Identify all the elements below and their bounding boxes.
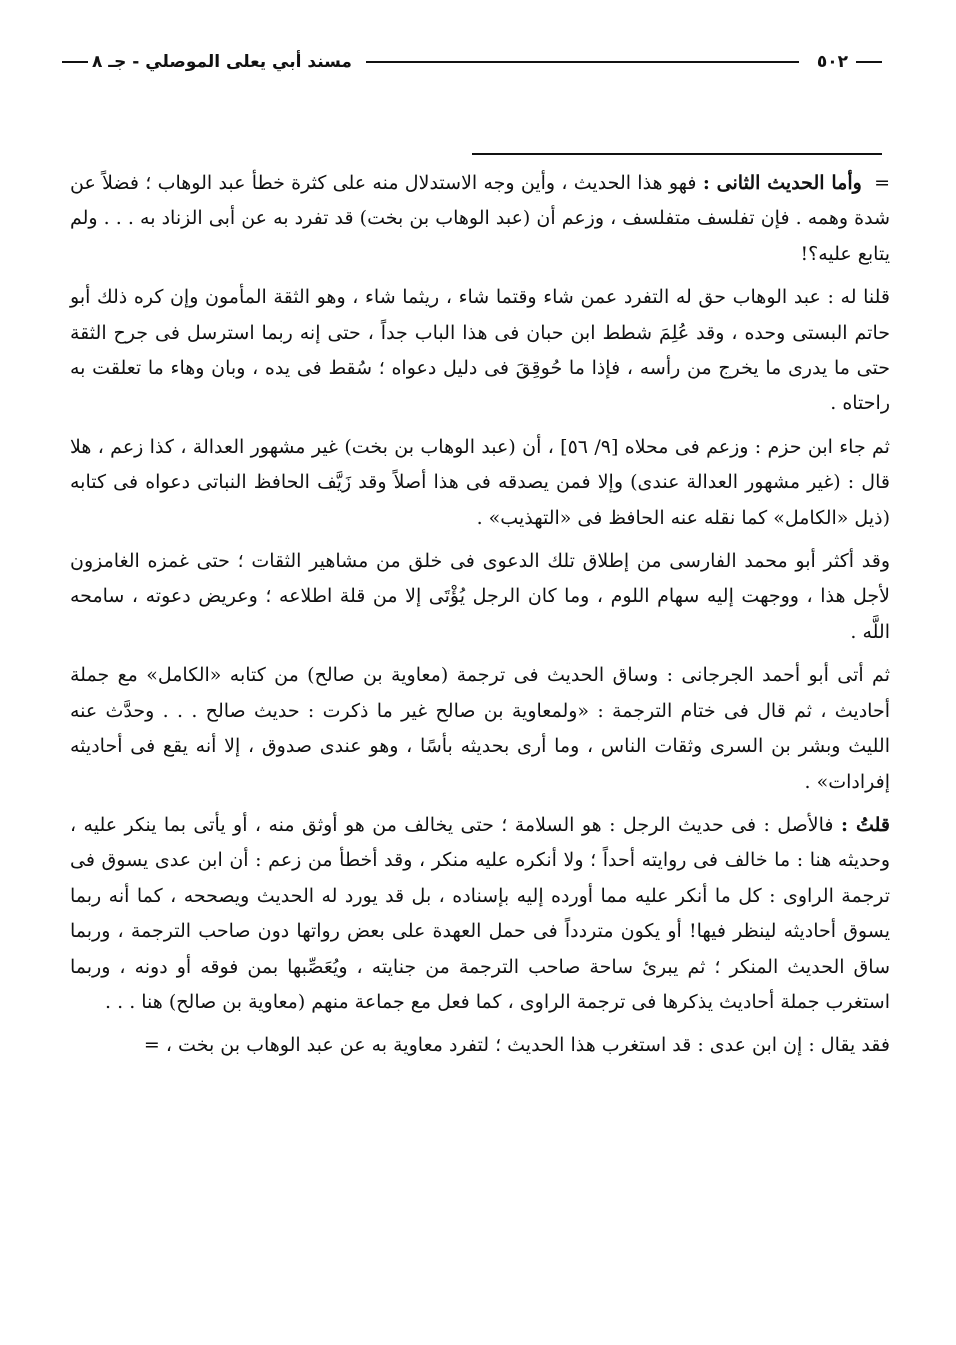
- paragraph: [70, 430, 890, 536]
- page-header: [62, 44, 882, 80]
- paragraph-text: ثم أتى أبو أحمد الجرجانى : وساق الحديث فى ترجمة (معاوية بن صالح) من كتابه «الكامل» مع جملة أحاديث ، ثم قال فى ختام الترجمة : «ولمعاوية بن صالح غير ما ذكرت : حديث صالح . . . وحدَّث عنه الليث وبشر بن السرى وثقات الناس ، وما أرى بحديثه بأسًا ، وهو عندى صدوق ، إلا أنه يقع فى أحاديثه إفرادات» .: [70, 664, 890, 793]
- paragraph: [70, 544, 890, 650]
- footnote-separator: [472, 153, 882, 155]
- paragraph: [70, 280, 890, 422]
- page-number: ٥٠٢: [816, 52, 848, 72]
- paragraph: [70, 658, 890, 800]
- continuation-mark: =: [874, 172, 891, 194]
- paragraph: [70, 166, 890, 272]
- paragraph-text: ثم جاء ابن حزم : وزعم فى محلاه [٩/ ٥٦] ، أن (عبد الوهاب بن بخت) غير مشهور العدالة ، كذا زعم ، هلا قال : (غير مشهور العدالة عندى) وإلا فمن يصدقه فى هذا أصلاً وقد زَيَّف الحافظ النباتى دعواه فى كتابه (ذيل «الكامل» كما نقله عنه الحافظ فى «التهذيب» .: [70, 435, 890, 529]
- paragraph-text: فهو هذا الحديث ، وأين وجه الاستدلال منه على كثرة خطأ عبد الوهاب ؛ فضلاً عن شدة وهمه . فإن تفلسف متفلسف ، وزعم أن (عبد الوهاب بن بخت) قد تفرد به عن أبى الزناد به . . . ولم يتابع عليه؟!: [70, 172, 890, 265]
- paragraph-text: قلنا له : عبد الوهاب حق له التفرد عمن شاء وقتما شاء ، ريثما شاء ، وهو الثقة المأمون وإن كره ذلك أبو حاتم البستى وحده ، وقد عُلِمَ شطط ابن حبان فى هذا الباب جداً ، حتى إنه ربما استرسل فى جرح الثقة حتى ما يدرى ما يخرج من رأسه ، فإذا ما حُوقِقَ فى دليل دعواه ؛ سُقط فى يده ، وبان وهاء ما تعلقت به راحتاه .: [70, 286, 890, 415]
- header-dash-end: [62, 61, 88, 63]
- header-rule: [366, 61, 799, 63]
- paragraph-text: فالأصل : فى حديث الرجل : هو السلامة ؛ حتى يخالف من هو أوثق منه ، أو يأتى بما ينكر عليه ، وحديثه هنا : ما خالف فى روايته أحداً ؛ ولا أنكره عليه منكر ، وقد أخطأ من زعم : أن ابن عدى يسوق فى ترجمة الراوى : كل ما أنكر عليه مما أورده إليه بإسناده ، بل قد يورد له الحديث ويصححه ، كما أنه ربما يسوق أحاديثه لينظر فيها! أو يكون متردداً فى حمل العهدة على بعض رواتها دون صاحب الترجمة ، وربما ساق الحديث المنكر ؛ ثم يبرئ ساحة صاحب الترجمة من جنايته ، ويُعَصِّبها بمن فوقه أو دونه ، وربما استغرب جملة أحاديث يذكرها فى ترجمة الراوى ، كما فعل مع جماعة منهم (معاوية بن صالح) هنا . . .: [70, 813, 890, 1013]
- paragraph-lead: وأما الحديث الثانى :: [702, 172, 862, 194]
- paragraph-text: وقد أكثر أبو محمد الفارسى من إطلاق تلك الدعوى فى خلق من مشاهير الثقات ؛ حتى غمزه الغامزون لأجل هذا ، ووجهت إليه سهام اللوم ، وما كان الرجل يُؤْتَى إلا من قلة اطلاعه ؛ وعريض دعوته ، سامحه اللَّه .: [70, 550, 890, 643]
- header-dash: [856, 61, 882, 63]
- paragraph: [70, 808, 890, 1020]
- footnote-body: [70, 166, 890, 1072]
- paragraph: [70, 1028, 890, 1063]
- running-title: مسند أبي يعلى الموصلي - جـ ٨: [92, 52, 352, 72]
- paragraph-lead: قلتُ :: [840, 813, 890, 836]
- paragraph-text: فقد يقال : إن ابن عدى : قد استغرب هذا الحديث ؛ لتفرد معاوية به عن عبد الوهاب بن بخت ، =: [143, 1034, 890, 1057]
